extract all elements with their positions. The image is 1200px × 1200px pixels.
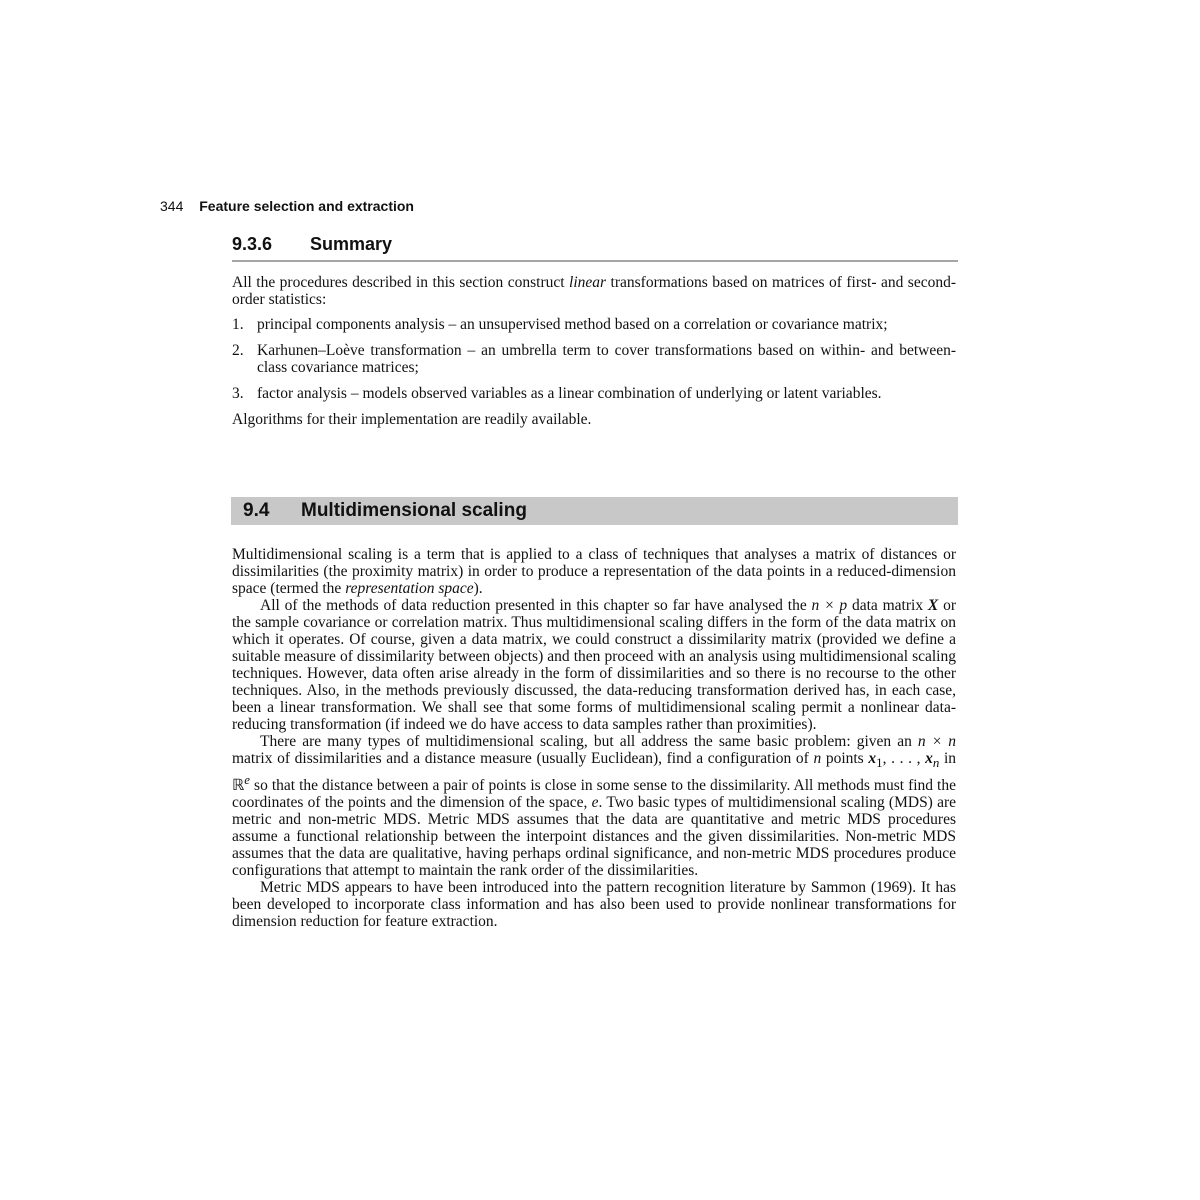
list-item	[232, 342, 956, 376]
p3-math-xn: x	[925, 750, 933, 767]
p3-text: There are many types of multidimensional scaling, but all address the same basic problem: given an	[260, 733, 918, 750]
summary-intro-text: All the procedures described in this section construct	[232, 274, 570, 291]
subsection-title: Summary	[310, 234, 393, 254]
paragraph-3	[232, 733, 956, 879]
section-number: 9.4	[243, 500, 270, 521]
p2-math-dim: n × p	[811, 597, 848, 614]
subsection-number: 9.3.6	[232, 234, 273, 254]
p2-math-matrix: X	[927, 597, 939, 614]
paragraph-2	[232, 597, 956, 733]
p3-math-x1: x	[868, 750, 877, 767]
summary-closing: Algorithms for their implementation are readily available.	[232, 411, 592, 428]
list-item-text: factor analysis – models observed variables as a linear combination of underlying or latent variables.	[257, 385, 882, 402]
summary-intro-emphasis: linear	[569, 274, 607, 291]
summary-list	[232, 316, 956, 402]
summary-block	[232, 274, 956, 428]
p3-math-n: n	[813, 750, 822, 767]
p3-text-5: so that the distance between a pair of points is close in some sense to the dissimilarity. All methods must find the coordinates of the points and the dimension of the space,	[232, 777, 956, 812]
p3-text-4: in ℝ	[232, 750, 957, 795]
p3-sup-e: e	[244, 772, 251, 788]
p3-text-6: . Two basic types of multidimensional scaling (MDS) are metric and non-metric MDS. Metric MDS assumes that the data are quantitative and metric MDS procedures assume a functional relationship between the interpoint distances and the given dissimilarities. Non-metric MDS assumes that the data are qualitative, having perhaps ordinal significance, and non-metric MDS procedures produce configurations that attempt to maintain the rank order of the dissimilarities.	[232, 794, 957, 880]
list-marker: 2.	[232, 342, 244, 359]
p3-text-2: matrix of dissimilarities and a distance measure (usually Euclidean), find a configuration of	[232, 750, 814, 767]
summary-intro-text-2: transformations based on matrices of first- and second-order statistics:	[232, 274, 956, 308]
list-item-text: principal components analysis – an unsupervised method based on a correlation or covariance matrix;	[257, 316, 888, 333]
p2-text: All of the methods of data reduction presented in this chapter so far have analysed the	[260, 597, 812, 614]
running-head	[160, 198, 414, 214]
list-item-text: Karhunen–Loève transformation – an umbrella term to cover transformations based on within- and between-class covariance matrices;	[257, 342, 956, 376]
list-marker: 1.	[232, 316, 244, 333]
p2-text-2: data matrix	[847, 597, 928, 614]
p1-text: Multidimensional scaling is a term that is applied to a class of techniques that analyses a matrix of distances or dissimilarities (the proximity matrix) in order to produce a representation of the data points in a reduced-dimension space (termed the	[232, 546, 956, 597]
page-number: 344	[160, 198, 184, 214]
list-item	[232, 385, 956, 402]
section-title: Multidimensional scaling	[301, 500, 527, 521]
p3-math-dim: n × n	[917, 733, 956, 750]
p3-sub-1: 1	[876, 755, 883, 771]
running-title: Feature selection and extraction	[199, 198, 414, 214]
p1-text-end: ).	[473, 580, 483, 597]
subsection-heading	[232, 234, 958, 262]
list-marker: 3.	[232, 385, 244, 402]
p3-text-3: points	[821, 750, 869, 767]
p3-ellipsis: , . . . ,	[882, 750, 926, 767]
section-heading	[231, 497, 958, 525]
p3-math-e: e	[591, 794, 599, 812]
paragraph-1	[232, 546, 956, 597]
p1-emphasis: representation space	[345, 580, 474, 597]
section-body	[232, 546, 956, 930]
summary-intro	[232, 274, 956, 308]
paragraph-4: Metric MDS appears to have been introduced into the pattern recognition literature by Sammon (1969). It has been developed to incorporate class information and has also been used to provide nonlinear transformations for dimension reduction for feature extraction.	[232, 879, 956, 931]
p2-text-3: or the sample covariance or correlation matrix. Thus multidimensional scaling differs in the form of the data matrix on which it operates. Of course, given a data matrix, we could construct a dissimilarity matrix (provided we define a suitable measure of dissimilarity between objects) and then proceed with an analysis using multidimensional scaling techniques. However, data often arise already in the form of dissimilarities and so there is no recourse to the other techniques. Also, in the methods previously discussed, the data-reducing transformation derived has, in each case, been a linear transformation. We shall see that some forms of multidimensional scaling permit a nonlinear data-reducing transformation (if indeed we do have access to data samples rather than proximities).	[232, 597, 957, 733]
list-item	[232, 316, 956, 333]
p3-sub-n: n	[932, 755, 940, 771]
